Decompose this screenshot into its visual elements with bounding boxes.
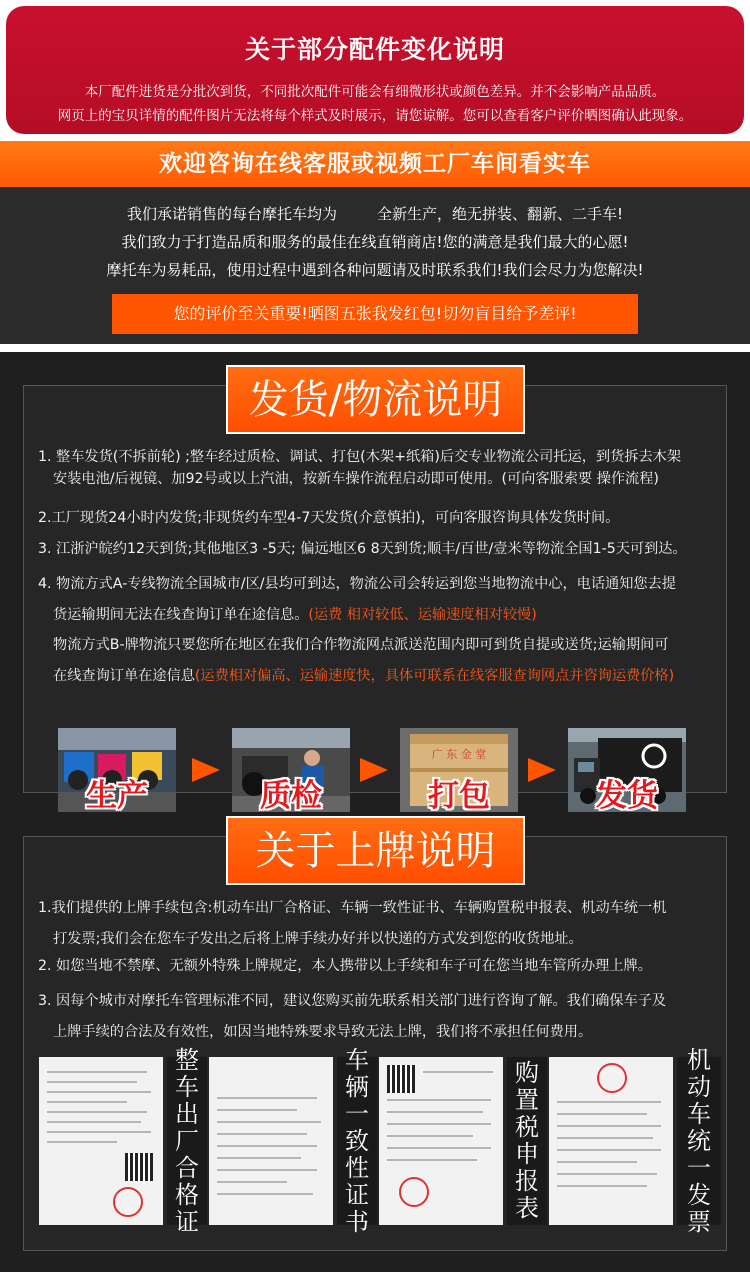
certificate-label-text: 整车出厂合格证 — [175, 1045, 199, 1236]
svg-text:广 东 金 堂: 广 东 金 堂 — [431, 748, 487, 761]
section-divider — [0, 344, 750, 352]
invoice-document-image — [549, 1057, 673, 1225]
shipping-item-4d-text: 在线查询订单在途信息 — [53, 667, 195, 684]
step-packing — [400, 728, 518, 812]
welcome-section — [0, 141, 750, 344]
plate-panel — [23, 828, 727, 1251]
plate-item-3a: 3. 因每个城市对摩托车管理标准不同，建议您购买前先联系相关部门进行咨询了解。我们确保车子及 — [38, 993, 667, 1009]
shipping-item-4b — [38, 600, 720, 631]
step-production — [58, 728, 176, 812]
tax-document-image — [379, 1057, 503, 1225]
conformity-label-text: 车辆一致性证书 — [345, 1045, 369, 1236]
shipping-item-4a: 4. 物流方式A-专线物流全国城市/区/县均可到达，物流公司会转运到您当地物流中心，电话通知您去提 — [38, 576, 676, 592]
certificate-document-image — [39, 1057, 163, 1225]
shipping-item-4b-highlight: (运费 相对较低、运输速度相对较慢) — [308, 606, 537, 623]
welcome-row-3: 摩托车为易耗品，使用过程中遇到各种问题请及时联系我们!我们会尽力为您解决! — [106, 261, 644, 279]
arrow-icon — [192, 758, 220, 782]
step-production-label: 生产 — [86, 778, 148, 814]
shipping-item-1b: 安装电池/后视镜、加92号或以上汽油，按新车操作流程启动即可使用。(可向客服索要 操作流程) — [53, 471, 659, 487]
shipping-title: 发货/物流说明 — [226, 365, 525, 434]
shipping-item-4c: 物流方式B-牌物流只要您所在地区在我们合作物流网点派送范围内即可到货自提或送货;运输期间可 — [53, 637, 669, 653]
welcome-row-1a: 我们承诺销售的每台摩托车均为 — [126, 205, 337, 223]
certificate-label — [167, 1045, 207, 1236]
shipping-item-4d-highlight: (运费相对偏高、运输速度快，具体可联系在线客服查询网点并咨询运费价格) — [194, 667, 675, 684]
shipping-item-2: 2.工厂现货24小时内发货;非现货约车型4-7天发货(介意慎拍)，可向客服咨询具体发货时间。 — [38, 510, 620, 526]
plate-title: 关于上牌说明 — [226, 816, 525, 885]
arrow-icon — [360, 758, 388, 782]
welcome-row-1 — [0, 203, 750, 224]
invoice-label-text: 机动车统一发票 — [687, 1045, 711, 1236]
shipping-item-1a: 1. 整车发货(不拆前轮) ;整车经过质检、调试、打包(木架+纸箱)后交专业物流公司托运，到货拆去木架 — [38, 449, 682, 465]
step-shipping — [568, 728, 686, 812]
welcome-row-1b: 全新生产，绝无拼装、翻新、二手车! — [377, 205, 624, 223]
notice-line-2: 网页上的宝贝详情的配件图片无法将每个样式及时展示，请您谅解。您可以查看客户评价晒图确认此现象。 — [57, 108, 693, 124]
arrow-icon — [528, 758, 556, 782]
tax-label — [507, 1057, 547, 1225]
tax-label-text: 购置税申报表 — [515, 1059, 539, 1222]
welcome-row-2: 我们致力于打造品质和服务的最佳在线直销商店!您的满意是我们最大的心愿! — [121, 233, 629, 251]
invoice-label — [677, 1045, 721, 1236]
step-inspection — [232, 728, 350, 812]
notice-title: 关于部分配件变化说明 — [244, 35, 505, 64]
step-inspection-label: 质检 — [260, 778, 322, 814]
plate-item-3 — [38, 986, 720, 1047]
shipping-item-4b-text: 货运输期间无法在线查询订单在途信息。 — [53, 606, 309, 623]
plate-item-1 — [38, 893, 720, 954]
notice-line-1: 本厂配件进货是分批次到货，不同批次配件可能会有细微形状或颜色差异。并不会影响产品品质。 — [84, 84, 666, 100]
plate-item-3b: 上牌手续的合法及有效性，如因当地特殊要求导致无法上牌，我们将不承担任何费用。 — [53, 1023, 593, 1040]
main-body — [0, 352, 750, 1272]
shipping-panel — [23, 377, 727, 814]
conformity-document-image — [209, 1057, 333, 1225]
plate-item-2: 2. 如您当地不禁摩、无额外特殊上牌规定，本人携带以上手续和车子可在您当地车管所办理上牌。 — [38, 958, 652, 974]
shipping-item-3: 3. 江浙沪皖约12天到货;其他地区3 -5天; 偏远地区6 8天到货;顺丰/百世/壹米等物流全国1-5天可到达。 — [38, 541, 687, 557]
shipping-item-1 — [38, 446, 720, 490]
shipping-item-4d — [38, 661, 720, 692]
plate-item-1b: 打发票;我们会在您车子发出之后将上牌手续办好并以快递的方式发到您的收货地址。 — [53, 930, 583, 947]
notice-banner — [6, 6, 744, 134]
conformity-label — [337, 1045, 377, 1236]
shipping-item-4 — [38, 569, 720, 691]
step-shipping-label: 发货 — [596, 778, 658, 814]
welcome-title: 欢迎咨询在线客服或视频工厂车间看实车 — [0, 141, 750, 187]
step-packing-label: 打包 — [428, 778, 490, 814]
plate-item-1a: 1.我们提供的上牌手续包含:机动车出厂合格证、车辆一致性证书、车辆购置税申报表、机动车统一机 — [38, 900, 667, 916]
review-banner: 您的评价至关重要!晒图五张我发红包!切勿盲目给予差评! — [112, 294, 638, 334]
